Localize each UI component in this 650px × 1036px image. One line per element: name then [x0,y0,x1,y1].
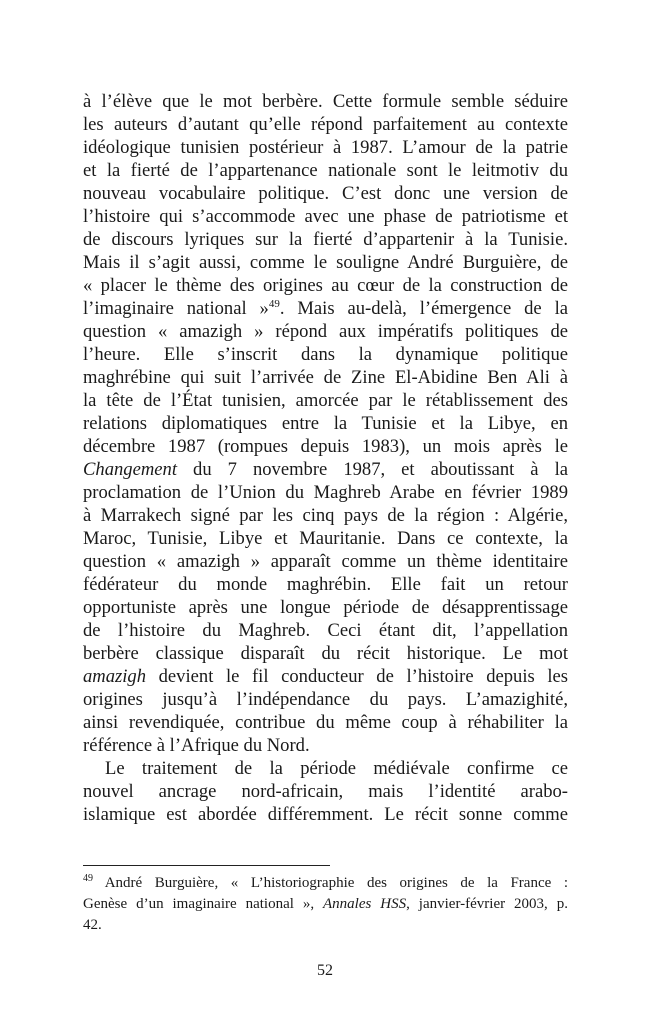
text-line [83,343,568,366]
text-segment: à Marrakech signé par les cinq pays de la région : Algérie, [83,505,568,526]
text-segment: islamique est abordée différemment. Le récit sonne comme [83,804,568,825]
text-line [83,550,568,573]
text-segment: la tête de l’État tunisien, amorcée par le rétablissement des [83,390,568,411]
text-line [83,389,568,412]
text-line [83,757,568,780]
italic-text: Changement [83,459,177,480]
text-line [83,573,568,596]
text-segment: origines jusqu’à l’indépendance du pays. L’amazighité, [83,689,568,710]
text-line [83,90,568,113]
text-line [83,159,568,182]
text-line [83,803,568,826]
text-line [83,435,568,458]
italic-text: Annales HSS [323,896,407,912]
text-line [83,366,568,389]
text-segment: à l’élève que le mot berbère. Cette formule semble séduire [83,91,568,112]
text-segment: l’heure. Elle s’inscrit dans la dynamique politique [83,344,568,365]
text-line [83,481,568,504]
text-segment: question « amazigh » répond aux impératifs politiques de [83,321,568,342]
text-segment: , janvier-février 2003, p. [406,896,568,912]
text-line [83,205,568,228]
text-line [83,320,568,343]
text-line [83,228,568,251]
text-segment: « placer le thème des origines au cœur de la construction de [83,275,568,296]
text-line [83,780,568,803]
text-line [83,458,568,481]
text-line [83,182,568,205]
text-segment: maghrébine qui suit l’arrivée de Zine El-Abidine Ben Ali à [83,367,568,388]
text-segment: ainsi revendiquée, contribue du même coup à réhabiliter la [83,712,568,733]
text-segment: berbère classique disparaît du récit historique. Le mot [83,643,568,664]
text-segment: décembre 1987 (rompues depuis 1983), un mois après le [83,436,568,457]
text-segment: idéologique tunisien postérieur à 1987. L’amour de la patrie [83,137,568,158]
text-line [83,711,568,734]
text-segment: devient le fil conducteur de l’histoire depuis les [146,666,568,687]
text-line [83,688,568,711]
footnote-reference: 49 [83,873,93,884]
text-segment: de l’histoire du Maghreb. Ceci étant dit, l’appellation [83,620,568,641]
text-line [83,734,568,757]
footnote [83,873,568,936]
text-line [83,251,568,274]
text-line [83,504,568,527]
text-segment: les auteurs d’autant qu’elle répond parfaitement au contexte [83,114,568,135]
text-line [83,297,568,320]
text-segment: du 7 novembre 1987, et aboutissant à la [177,459,568,480]
text-line [83,412,568,435]
text-segment: proclamation de l’Union du Maghreb Arabe en février 1989 [83,482,568,503]
text-line [83,136,568,159]
text-segment: référence à l’Afrique du Nord. [83,735,310,756]
text-line [83,619,568,642]
text-segment: 42. [83,917,102,933]
text-segment: Le traitement de la période médiévale confirme ce [105,758,568,779]
text-segment: fédérateur du monde maghrébin. Elle fait un retour [83,574,568,595]
text-segment: question « amazigh » apparaît comme un thème identitaire [83,551,568,572]
text-segment: opportuniste après une longue période de désapprentissage [83,597,568,618]
text-segment: André Burguière, « L’historiographie des origines de la France : [93,875,568,891]
footnote-separator [83,865,330,866]
text-segment: . Mais au-delà, l’émergence de la [279,298,568,319]
text-segment: relations diplomatiques entre la Tunisie et la Libye, en [83,413,568,434]
footnote-reference: 49 [268,297,280,310]
text-line [83,527,568,550]
text-segment: l’imaginaire national » [83,298,269,319]
text-segment: Maroc, Tunisie, Libye et Mauritanie. Dans ce contexte, la [83,528,568,549]
text-segment: nouvel ancrage nord-africain, mais l’identité arabo- [83,781,568,802]
page-number: 52 [317,962,333,979]
text-line [83,873,568,894]
text-segment: l’histoire qui s’accommode avec une phase de patriotisme et [83,206,568,227]
italic-text: amazigh [83,666,147,687]
text-segment: nouveau vocabulaire politique. C’est donc une version de [83,183,568,204]
text-segment: Mais il s’agit aussi, comme le souligne André Burguière, de [83,252,568,273]
text-line [83,894,568,915]
text-line [83,113,568,136]
text-segment: Genèse d’un imaginaire national », [83,896,324,912]
text-line [83,596,568,619]
body-text [83,90,568,826]
text-segment: et la fierté de l’appartenance nationale sont le leitmotiv du [83,160,568,181]
text-segment: de discours lyriques sur la fierté d’appartenir à la Tunisie. [83,229,568,250]
text-line [83,274,568,297]
text-line [83,915,568,936]
text-line [83,665,568,688]
text-line [83,642,568,665]
